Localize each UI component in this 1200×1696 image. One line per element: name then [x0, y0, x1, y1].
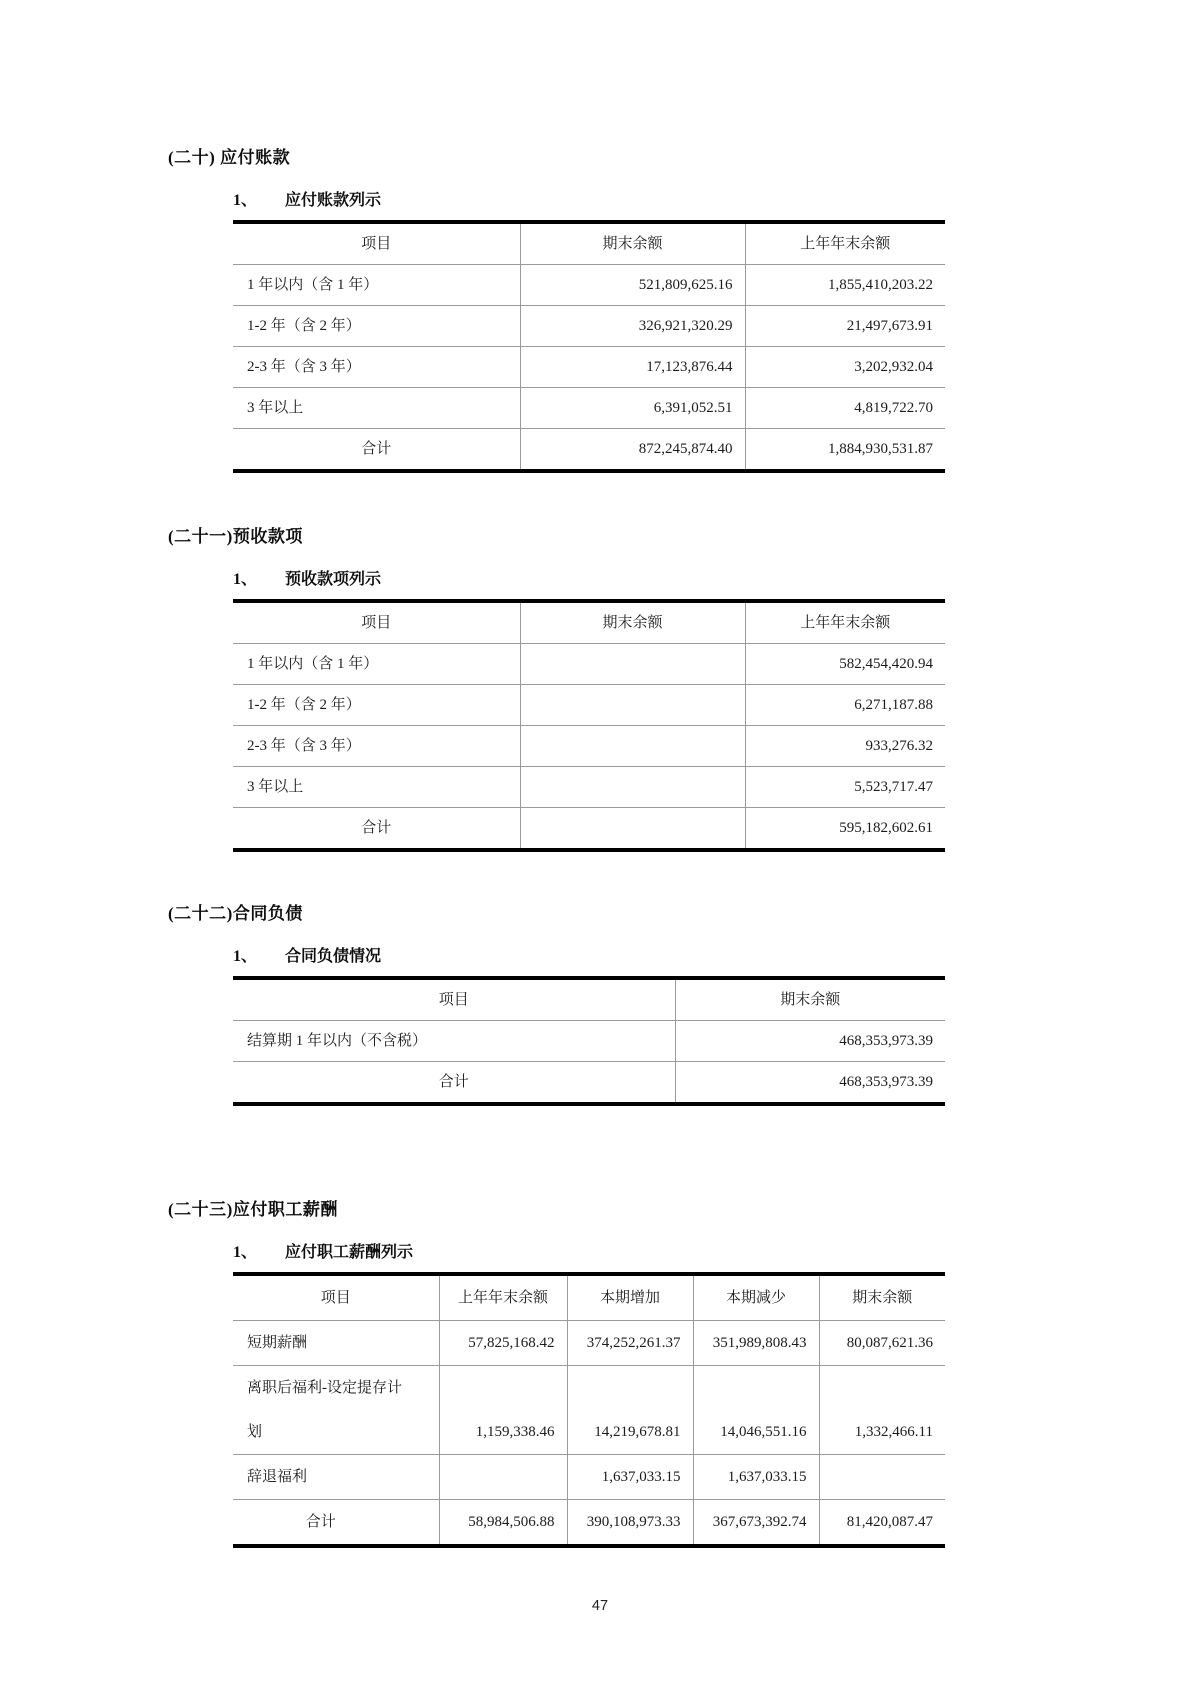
page-number: 47	[591, 1598, 609, 1614]
cell-value: 933,276.32	[745, 726, 945, 767]
cell-value: 326,921,320.29	[520, 306, 745, 347]
section-advances-received	[0, 525, 1200, 852]
row-label: 短期薪酬	[233, 1321, 439, 1366]
row-label: 结算期 1 年以内（不含税）	[233, 1021, 675, 1062]
list-item-number: 1、	[233, 948, 258, 965]
column-header: 期末余额	[520, 222, 745, 265]
cell-value	[520, 685, 745, 726]
cell-value: 367,673,392.74	[693, 1500, 819, 1547]
cell-value: 521,809,625.16	[520, 265, 745, 306]
contract-liabilities-table	[233, 976, 945, 1106]
list-item-number: 1、	[233, 1244, 258, 1261]
column-header: 本期减少	[693, 1274, 819, 1321]
cell-value: 6,271,187.88	[745, 685, 945, 726]
section-heading: (二十一)预收款项	[168, 527, 303, 546]
row-label: 辞退福利	[233, 1455, 439, 1500]
list-item-title: 预收款项列示	[285, 571, 382, 588]
table-row	[233, 726, 945, 767]
cell-value: 14,219,678.81	[567, 1366, 693, 1455]
table-row	[233, 347, 945, 388]
cell-value: 1,637,033.15	[567, 1455, 693, 1500]
list-item-number: 1、	[233, 571, 258, 588]
table-row	[233, 685, 945, 726]
table-row	[233, 1321, 945, 1366]
column-header: 本期增加	[567, 1274, 693, 1321]
column-header: 期末余额	[675, 978, 945, 1021]
row-label: 1-2 年（含 2 年）	[233, 685, 520, 726]
row-label: 1 年以内（含 1 年）	[233, 644, 520, 685]
cell-value: 14,046,551.16	[693, 1366, 819, 1455]
cell-value: 17,123,876.44	[520, 347, 745, 388]
column-header: 项目	[233, 978, 675, 1021]
cell-value: 351,989,808.43	[693, 1321, 819, 1366]
header-row	[233, 1274, 945, 1321]
list-item-number: 1、	[233, 192, 258, 209]
table-row	[233, 1021, 945, 1062]
section-accounts-payable	[0, 146, 1200, 473]
row-label: 3 年以上	[233, 388, 520, 429]
column-header: 项目	[233, 601, 520, 644]
row-label: 合计	[361, 820, 392, 836]
cell-value: 1,332,466.11	[819, 1366, 945, 1455]
row-label: 1 年以内（含 1 年）	[233, 265, 520, 306]
column-header: 期末余额	[520, 601, 745, 644]
table-row	[233, 767, 945, 808]
table-row	[233, 265, 945, 306]
cell-value	[520, 644, 745, 685]
cell-value: 872,245,874.40	[520, 429, 745, 472]
table-row	[233, 1366, 945, 1455]
row-label: 合计	[361, 441, 392, 457]
column-header: 上年年末余额	[439, 1274, 567, 1321]
advances-received-aging-table	[233, 599, 945, 852]
section-contract-liabilities	[0, 902, 1200, 1106]
cell-value: 5,523,717.47	[745, 767, 945, 808]
cell-value	[520, 767, 745, 808]
header-row	[233, 222, 945, 265]
employee-compensation-table	[233, 1272, 945, 1548]
table-row	[233, 644, 945, 685]
column-header: 上年年末余额	[745, 222, 945, 265]
cell-value: 1,159,338.46	[439, 1366, 567, 1455]
column-header: 期末余额	[819, 1274, 945, 1321]
cell-value: 81,420,087.47	[819, 1500, 945, 1547]
column-header: 上年年末余额	[745, 601, 945, 644]
cell-value: 6,391,052.51	[520, 388, 745, 429]
cell-value: 58,984,506.88	[439, 1500, 567, 1547]
total-row	[233, 1500, 945, 1547]
cell-value	[439, 1455, 567, 1500]
list-item-title: 合同负债情况	[285, 948, 382, 965]
cell-value: 21,497,673.91	[745, 306, 945, 347]
cell-value: 80,087,621.36	[819, 1321, 945, 1366]
sub-item-heading	[233, 946, 1200, 968]
row-label: 合计	[438, 1074, 469, 1090]
cell-value: 3,202,932.04	[745, 347, 945, 388]
sub-item-heading	[233, 1242, 1200, 1264]
cell-value: 582,454,420.94	[745, 644, 945, 685]
header-row	[233, 978, 945, 1021]
row-label: 3 年以上	[233, 767, 520, 808]
row-label: 1-2 年（含 2 年）	[233, 306, 520, 347]
section-heading: (二十三)应付职工薪酬	[168, 1200, 338, 1219]
total-row	[233, 429, 945, 472]
cell-value: 468,353,973.39	[675, 1062, 945, 1105]
column-header: 项目	[233, 1274, 439, 1321]
cell-value: 1,884,930,531.87	[745, 429, 945, 472]
cell-value: 57,825,168.42	[439, 1321, 567, 1366]
table-row	[233, 1455, 945, 1500]
cell-value: 1,637,033.15	[693, 1455, 819, 1500]
row-label: 2-3 年（含 3 年）	[233, 347, 520, 388]
table-row	[233, 388, 945, 429]
cell-value	[520, 726, 745, 767]
row-label: 2-3 年（含 3 年）	[233, 726, 520, 767]
accounts-payable-aging-table	[233, 220, 945, 473]
total-row	[233, 808, 945, 851]
header-row	[233, 601, 945, 644]
row-label: 合计	[305, 1514, 336, 1530]
sub-item-heading	[233, 569, 1200, 591]
cell-value: 4,819,722.70	[745, 388, 945, 429]
total-row	[233, 1062, 945, 1105]
cell-value: 1,855,410,203.22	[745, 265, 945, 306]
column-header: 项目	[233, 222, 520, 265]
cell-value: 390,108,973.33	[567, 1500, 693, 1547]
section-heading: (二十二)合同负债	[168, 904, 303, 923]
section-employee-compensation	[0, 1198, 1200, 1548]
cell-value	[520, 808, 745, 851]
table-row	[233, 306, 945, 347]
sub-item-heading	[233, 190, 1200, 212]
cell-value: 374,252,261.37	[567, 1321, 693, 1366]
list-item-title: 应付账款列示	[285, 192, 382, 209]
section-heading: (二十) 应付账款	[168, 148, 291, 167]
cell-value: 468,353,973.39	[675, 1021, 945, 1062]
cell-value	[819, 1455, 945, 1500]
list-item-title: 应付职工薪酬列示	[285, 1244, 414, 1261]
cell-value: 595,182,602.61	[745, 808, 945, 851]
row-label: 离职后福利-设定提存计划	[233, 1366, 439, 1455]
